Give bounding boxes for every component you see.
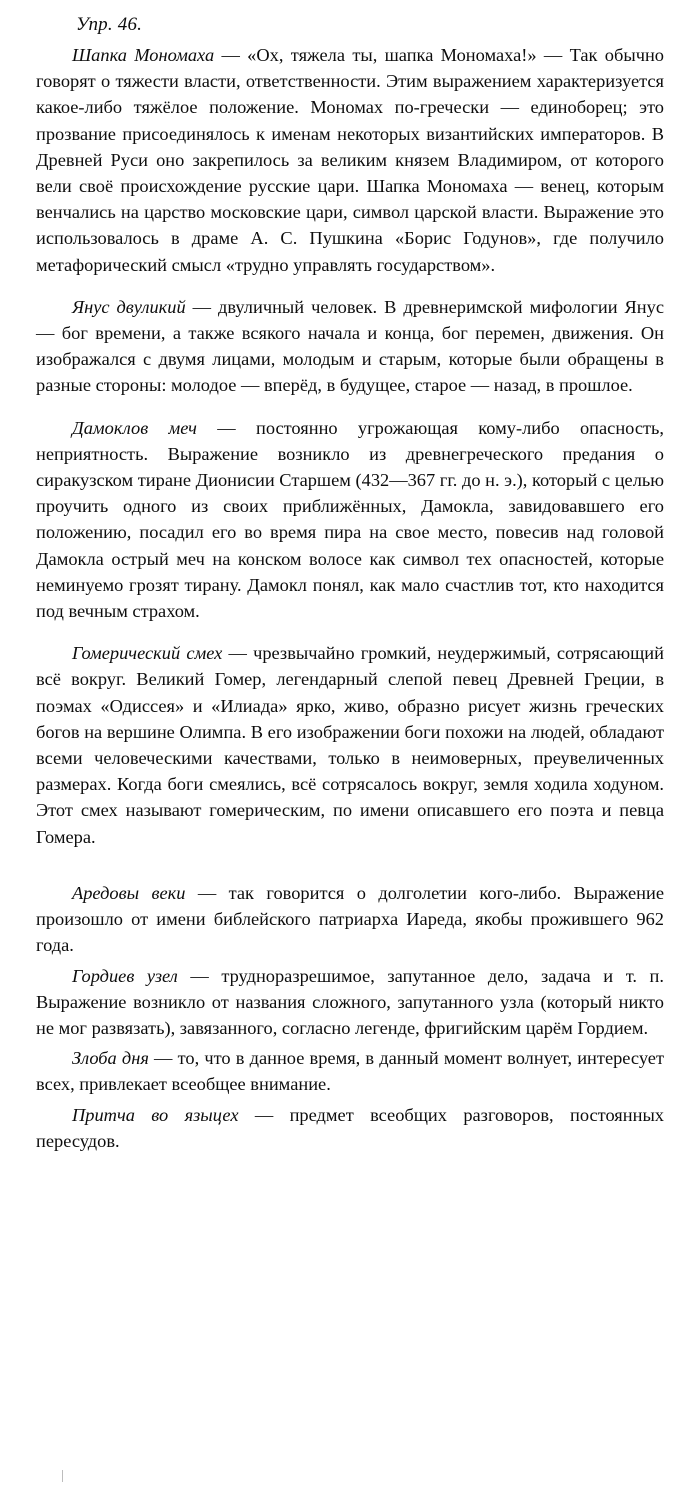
entry-text-7: — то, что в данное время, в данный момент волнует, интересует всех, привлекает всеобщее внимание. [36,1048,664,1095]
entry-paragraph-1 [36,42,664,278]
entry-paragraph-7 [36,1045,664,1097]
entry-paragraph-3 [36,415,664,625]
page-margin-tick [62,1470,63,1482]
entry-paragraph-8 [36,1102,664,1154]
entry-term-7: Злоба дня [72,1048,149,1069]
entry-text-3: — постоянно угрожающая кому-либо опасность, неприятность. Выражение возникло из древнегреческого предания о сиракузском тиране Дионисии Старшем (432—367 гг. до н. э.), который с целью проучить одного из своих приближённых, Дамокла, завидовавшего его положению, посадил его во время пира на свое место, повесив над головой Дамокла острый меч на конском волосе как символ тех опасностей, которые неминуемо грозят тирану. Дамокл понял, как мало счастлив тот, кто находится под вечным страхом. [36,417,665,622]
entry-term-8: Притча во языцех [72,1104,239,1125]
entry-paragraph-5 [36,880,664,959]
entry-text-1: — «Ох, тяжела ты, шапка Мономаха!» — Так обычно говорят о тяжести власти, ответственности. Этим выражением характеризуется какое-либо тяжёлое положение. Мономах по-гречески — единоборец; это прозвание присоединялось к именам некоторых византийских императоров. В Древней Руси оно закрепилось за великим князем Владимиром, от которого вели своё происхождение русские цари. Шапка Мономаха — венец, которым венчались на царство московские цари, символ царской власти. Выражение это использовалось в драме А. С. Пушкина «Борис Годунов», где получило метафорический смысл «трудно управлять государством». [36,45,664,275]
entry-term-5: Аредовы веки [72,882,186,903]
entry-text-8: — предмет всеобщих разговоров, постоянных пересудов. [36,1104,664,1151]
entry-term-2: Янус двуликий [72,296,186,317]
entry-term-3: Дамоклов меч [72,417,197,438]
entry-paragraph-2 [36,294,664,399]
entry-text-2: — двуличный человек. В древнеримской мифологии Янус — бог времени, а также всякого начала и конца, бог перемен, движения. Он изображался с двумя лицами, молодым и старым, которые были обращены в разные стороны: молодое — вперёд, в будущее, старое — назад, в прошлое. [36,296,664,396]
entry-text-6: — трудноразрешимое, запутанное дело, задача и т. п. Выражение возникло от названия сложного, запутанного узла (который никто не мог развязать), завязанного, согласно легенде, фригийским царём Гордием. [36,965,664,1038]
entry-term-1: Шапка Мономаха [72,45,215,65]
entry-text-4: — чрезвычайно громкий, неудержимый, сотрясающий всё вокруг. Великий Гомер, легендарный слепой певец Древней Греции, в поэмах «Одиссея» и «Илиада» ярко, живо, образно рисует жизнь греческих богов на вершине Олимпа. В его изображении боги похожи на людей, обладают всеми человеческими качествами, только в неимоверных, преувеличенных размерах. Когда боги смеялись, всё сотрясалось вокруг, земля ходила ходуном. Этот смех называют гомерическим, по имени описавшего его поэта и певца Гомера. [36,643,664,847]
entry-text-5: — так говорится о долголетии кого-либо. Выражение произошло от имени библейского патриарха Иареда, якобы прожившего 962 года. [36,882,664,956]
entry-term-6: Гордиев узел [72,965,178,986]
entry-term-4: Гомерический смех [72,643,223,664]
exercise-number: Упр. 46. [76,14,143,35]
entry-paragraph-6 [36,963,664,1042]
entry-paragraph-4 [36,640,664,850]
